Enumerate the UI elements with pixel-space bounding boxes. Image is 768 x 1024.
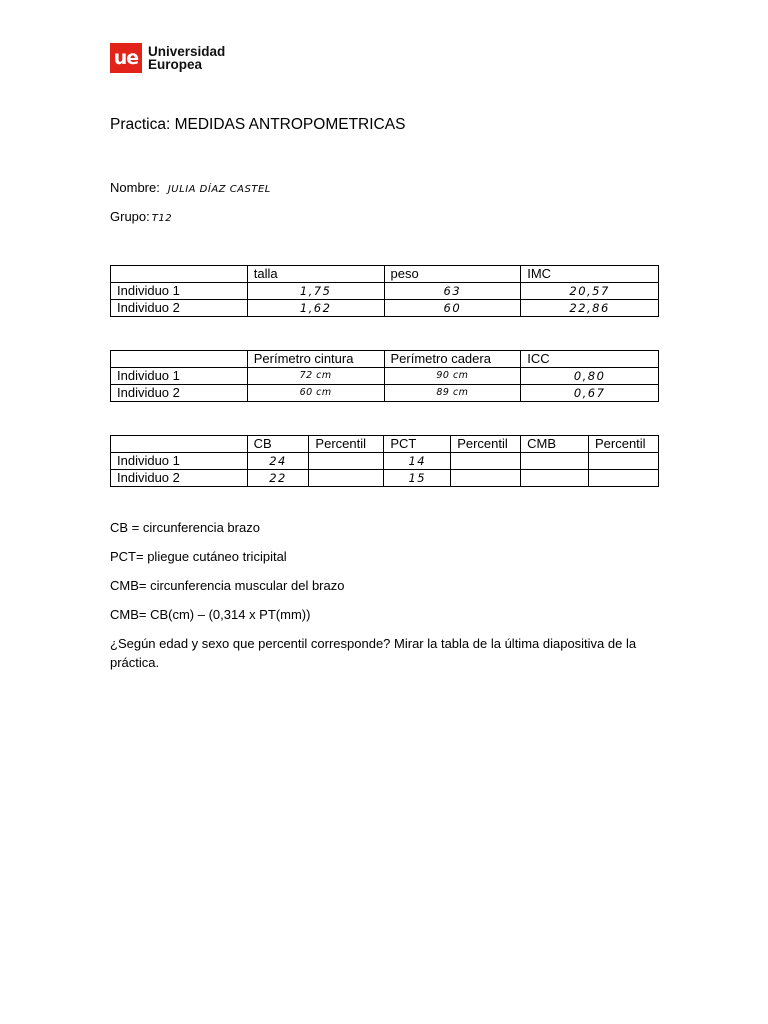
nombre-field [110, 180, 271, 195]
table-cell: 20,57 [521, 283, 659, 300]
header-cell: Percentil [309, 436, 384, 453]
note-cmb-formula: CMB= CB(cm) – (0,314 x PT(mm)) [110, 607, 311, 622]
table-cell: 1,75 [247, 283, 384, 300]
table-cb-pct-cmb [110, 435, 659, 487]
row-label: Individuo 1 [111, 283, 248, 300]
note-cb: CB = circunferencia brazo [110, 520, 260, 535]
table-cell: 89 cm [384, 385, 521, 402]
table-cell: 0,67 [521, 385, 659, 402]
table-cell [451, 453, 521, 470]
table-cell: 24 [247, 453, 309, 470]
grupo-label: Grupo: [110, 209, 150, 224]
logo-mark: ue [110, 43, 142, 73]
table-row [111, 453, 659, 470]
header-cell: Perímetro cintura [247, 351, 384, 368]
note-cmb: CMB= circunferencia muscular del brazo [110, 578, 345, 593]
table-cell [521, 470, 589, 487]
logo-line1: Universidad [148, 44, 226, 59]
nombre-label: Nombre: [110, 180, 160, 195]
header-cell: Percentil [451, 436, 521, 453]
table-perimetros-icc [110, 350, 659, 402]
table-row [111, 300, 659, 317]
table-cell: 14 [384, 453, 451, 470]
header-cell: PCT [384, 436, 451, 453]
header-cell: IMC [521, 266, 659, 283]
grupo-field [110, 209, 172, 224]
table-cell [309, 470, 384, 487]
table-cell: 72 cm [247, 368, 384, 385]
table-cell [309, 453, 384, 470]
table-header-row [111, 351, 659, 368]
page-title: Practica: MEDIDAS ANTROPOMETRICAS [110, 116, 406, 133]
logo-text [148, 45, 225, 71]
header-cell: peso [384, 266, 521, 283]
header-cell: ICC [521, 351, 659, 368]
table-cell: 0,80 [521, 368, 659, 385]
header-cell: CMB [521, 436, 589, 453]
table-cell: 63 [384, 283, 521, 300]
grupo-value: T12 [151, 213, 173, 224]
row-label: Individuo 1 [111, 368, 248, 385]
table-header-row [111, 266, 659, 283]
header-cell: CB [247, 436, 309, 453]
table-cell: 22,86 [521, 300, 659, 317]
table-cell: 1,62 [247, 300, 384, 317]
row-label: Individuo 2 [111, 385, 248, 402]
table-cell [588, 453, 658, 470]
header-cell [111, 266, 248, 283]
note-pct: PCT= pliegue cutáneo tricipital [110, 549, 287, 564]
nombre-value: JULIA DÍAZ CASTEL [167, 184, 271, 195]
table-cell [451, 470, 521, 487]
table-row [111, 470, 659, 487]
table-cell [588, 470, 658, 487]
table-row [111, 368, 659, 385]
header-cell: Percentil [588, 436, 658, 453]
note-question: ¿Según edad y sexo que percentil corresponde? Mirar la tabla de la última diapositiva de la práctica. [110, 636, 637, 670]
table-cell: 22 [247, 470, 309, 487]
table-header-row [111, 436, 659, 453]
logo-line2: Europea [148, 57, 203, 72]
table-talla-peso-imc [110, 265, 659, 317]
header-cell: Perímetro cadera [384, 351, 521, 368]
table-cell: 60 cm [247, 385, 384, 402]
header-cell: talla [247, 266, 384, 283]
table-cell [521, 453, 589, 470]
table-row [111, 283, 659, 300]
row-label: Individuo 2 [111, 300, 248, 317]
table-row [111, 385, 659, 402]
table-cell: 15 [384, 470, 451, 487]
row-label: Individuo 1 [111, 453, 248, 470]
header-cell [111, 351, 248, 368]
university-logo [110, 43, 225, 73]
row-label: Individuo 2 [111, 470, 248, 487]
header-cell [111, 436, 248, 453]
table-cell: 90 cm [384, 368, 521, 385]
table-cell: 60 [384, 300, 521, 317]
